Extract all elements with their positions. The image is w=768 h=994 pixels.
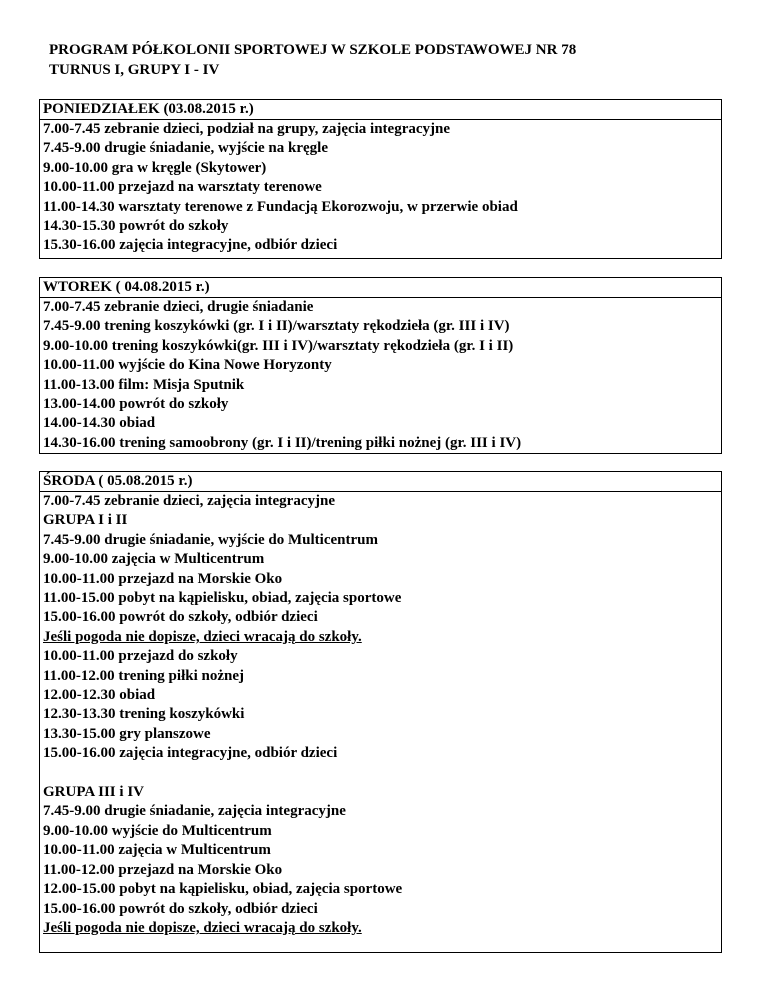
monday-header: PONIEDZIAŁEK (03.08.2015 r.) (40, 100, 721, 120)
page-title (49, 40, 749, 80)
group-label: GRUPA I i II (43, 512, 128, 529)
schedule-item: 9.00-10.00 trening koszykówki(gr. III i IV)/warsztaty rękodzieła (gr. I i II) (43, 337, 514, 354)
schedule-item: 11.00-12.00 przejazd na Morskie Oko (43, 861, 283, 878)
schedule-item: 14.30-16.00 trening samoobrony (gr. I i II)/trening piłki nożnej (gr. III i IV) (43, 434, 522, 451)
schedule-item: 15.00-16.00 powrót do szkoły, odbiór dzieci (43, 609, 318, 626)
schedule-item: 7.45-9.00 drugie śniadanie, wyjście na kręgle (43, 140, 328, 157)
title-line-2: TURNUS I, GRUPY I - IV (49, 62, 220, 78)
schedule-item: 9.00-10.00 wyjście do Multicentrum (43, 822, 272, 839)
schedule-item: 14.00-14.30 obiad (43, 415, 156, 432)
schedule-item: 11.00-13.00 film: Misja Sputnik (43, 376, 245, 393)
schedule-item: 11.00-15.00 pobyt na kąpielisku, obiad, zajęcia sportowe (43, 590, 402, 607)
blank-line (40, 764, 721, 783)
schedule-item: 7.45-9.00 drugie śniadanie, wyjście do Multicentrum (43, 531, 378, 548)
schedule-item: 15.00-16.00 powrót do szkoły, odbiór dzieci (43, 900, 318, 917)
group-label: GRUPA III i IV (43, 784, 144, 801)
schedule-item: 11.00-14.30 warsztaty terenowe z Fundacją Ekorozwoju, w przerwie obiad (43, 198, 518, 215)
schedule-item: 13.30-15.00 gry planszowe (43, 725, 211, 742)
wednesday-schedule (39, 471, 722, 953)
schedule-item: 11.00-12.00 trening piłki nożnej (43, 667, 244, 684)
schedule-item: 12.30-13.30 trening koszykówki (43, 706, 245, 723)
schedule-item: 14.30-15.30 powrót do szkoły (43, 218, 229, 235)
schedule-item: 13.00-14.00 powrót do szkoły (43, 396, 229, 413)
weather-note: Jeśli pogoda nie dopisze, dzieci wracają do szkoły. (43, 628, 362, 645)
tuesday-schedule (39, 277, 722, 454)
schedule-item: 10.00-11.00 wyjście do Kina Nowe Horyzonty (43, 357, 332, 374)
schedule-item: 15.30-16.00 zajęcia integracyjne, odbiór dzieci (43, 237, 338, 254)
schedule-item: 12.00-15.00 pobyt na kąpielisku, obiad, zajęcia sportowe (43, 881, 403, 898)
schedule-item: 12.00-12.30 obiad (43, 687, 156, 704)
schedule-item: 9.00-10.00 zajęcia w Multicentrum (43, 551, 265, 568)
schedule-item: 10.00-11.00 przejazd na warsztaty terenowe (43, 179, 322, 196)
monday-schedule (39, 99, 722, 259)
schedule-item: 10.00-11.00 zajęcia w Multicentrum (43, 842, 271, 859)
schedule-item: 7.45-9.00 drugie śniadanie, zajęcia integracyjne (43, 803, 346, 820)
schedule-item: 10.00-11.00 przejazd do szkoły (43, 648, 238, 665)
schedule-item: 7.00-7.45 zebranie dzieci, drugie śniadanie (43, 299, 314, 315)
schedule-item: 7.00-7.45 zebranie dzieci, zajęcia integracyjne (43, 493, 335, 509)
schedule-item: 9.00-10.00 gra w kręgle (Skytower) (43, 159, 267, 176)
schedule-item: 7.45-9.00 trening koszykówki (gr. I i II)/warsztaty rękodzieła (gr. III i IV) (43, 318, 510, 335)
schedule-item: 7.00-7.45 zebranie dzieci, podział na grupy, zajęcia integracyjne (43, 121, 451, 137)
weather-note: Jeśli pogoda nie dopisze, dzieci wracają do szkoły. (43, 919, 362, 936)
tuesday-header: WTOREK ( 04.08.2015 r.) (40, 278, 721, 298)
schedule-item: 10.00-11.00 przejazd na Morskie Oko (43, 570, 283, 587)
schedule-item: 15.00-16.00 zajęcia integracyjne, odbiór dzieci (43, 745, 338, 762)
wednesday-header: ŚRODA ( 05.08.2015 r.) (40, 472, 721, 492)
title-line-1: PROGRAM PÓŁKOLONII SPORTOWEJ W SZKOLE PODSTAWOWEJ NR 78 (49, 42, 577, 58)
